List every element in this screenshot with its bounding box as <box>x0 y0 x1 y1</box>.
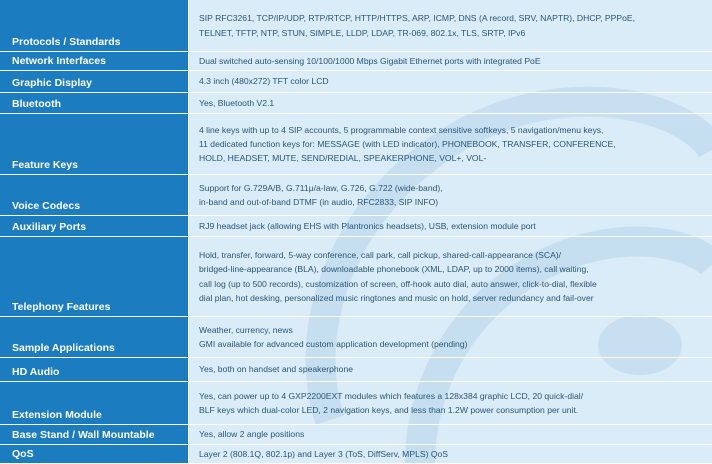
spec-value-line: 11 dedicated function keys for: MESSAGE (with LED indicator), PHONEBOOK, TRANSFER, CONFERENCE, <box>199 138 616 149</box>
spec-label: Sample Applications <box>0 317 188 358</box>
spec-row-auxiliary-ports <box>0 216 712 237</box>
spec-label: QoS <box>0 445 188 464</box>
spec-label: Base Stand / Wall Mountable <box>0 425 188 445</box>
spec-value-line: Yes, Bluetooth V2.1 <box>199 97 275 108</box>
spec-row-network-interfaces <box>0 52 712 71</box>
spec-value-line: Support for G.729A/B, G.711μ/a-law, G.726, G.722 (wide-band), <box>199 182 443 193</box>
spec-value-line: Yes, can power up to 4 GXP2200EXT modules which features a 128x384 graphic LCD, 20 quick-dial/ <box>199 390 584 401</box>
spec-value-line: BLF keys which dual-color LED, 2 navigation keys, and less than 1.2W power consumption per unit. <box>199 405 579 415</box>
spec-value-line: in-band and out-of-band DTMF (in audio, RFC2833, SIP INFO) <box>199 197 439 207</box>
spec-label: Feature Keys <box>0 114 188 175</box>
spec-value <box>188 382 712 425</box>
spec-row-feature-keys <box>0 114 712 175</box>
spec-value <box>188 358 712 382</box>
spec-row-graphic-display <box>0 71 712 93</box>
spec-value-line: Yes, both on handset and speakerphone <box>199 364 354 375</box>
spec-value-line: Yes, allow 2 angle positions <box>199 429 305 440</box>
spec-value-line: Dual switched auto-sensing 10/100/1000 Mbps Gigabit Ethernet ports with integrated PoE <box>199 55 541 66</box>
spec-value <box>188 317 712 358</box>
spec-value <box>188 52 712 71</box>
spec-label: Extension Module <box>0 382 188 425</box>
spec-value-line: 4.3 inch (480x272) TFT color LCD <box>199 76 329 87</box>
spec-label: Bluetooth <box>0 93 188 114</box>
spec-value-line: 4 line keys with up to 4 SIP accounts, 5 programmable context sensitive softkeys, 5 navigation/menu keys, <box>199 124 604 135</box>
spec-value-line: SIP RFC3261, TCP/IP/UDP, RTP/RTCP, HTTP/HTTPS, ARP, ICMP, DNS (A record, SRV, NAPTR), DHCP, PPPoE, <box>199 13 636 24</box>
spec-value-line: bridged-line-appearance (BLA), downloadable phonebook (XML, LDAP, up to 2000 items), call waiting, <box>199 264 589 275</box>
spec-value <box>188 175 712 216</box>
spec-row-extension-module <box>0 382 712 425</box>
spec-row-voice-codecs <box>0 175 712 216</box>
spec-value-line: GMI available for advanced custom application development (pending) <box>199 339 468 349</box>
spec-row-sample-applications <box>0 317 712 358</box>
spec-value-line: dial plan, hot desking, personalized music ringtones and music on hold, server redundancy and fail-over <box>199 292 594 303</box>
spec-value <box>188 216 712 237</box>
spec-label: Auxiliary Ports <box>0 216 188 237</box>
spec-value <box>188 445 712 464</box>
spec-value <box>188 0 712 52</box>
spec-value <box>188 71 712 93</box>
spec-label: Graphic Display <box>0 71 188 93</box>
spec-value-line: Weather, currency, news <box>199 324 293 335</box>
spec-value-line: Layer 2 (808.1Q, 802.1p) and Layer 3 (ToS, DiffServ, MPLS) QoS <box>199 448 449 459</box>
spec-value-line: TELNET, TFTP, NTP, STUN, SIMPLE, LLDP, LDAP, TR-069, 802.1x, TLS, SRTP, IPv6 <box>199 27 526 38</box>
spec-label: Telephony Features <box>0 237 188 317</box>
spec-row-telephony-features <box>0 237 712 317</box>
spec-value-line: RJ9 headset jack (allowing EHS with Plantronics headsets), USB, extension module port <box>199 220 536 231</box>
spec-value-line: HOLD, HEADSET, MUTE, SEND/REDIAL, SPEAKERPHONE, VOL+, VOL- <box>199 153 487 164</box>
spec-row-protocols <box>0 0 712 52</box>
spec-label: Network Interfaces <box>0 52 188 71</box>
spec-row-base-stand <box>0 425 712 445</box>
spec-label: Voice Codecs <box>0 175 188 216</box>
spec-value <box>188 93 712 114</box>
spec-value-line: call log (up to 500 records), customization of screen, off-hook auto dial, auto answer, click-to-dial, flexible <box>199 278 597 289</box>
spec-row-hd-audio <box>0 358 712 382</box>
spec-value <box>188 114 712 175</box>
spec-row-bluetooth <box>0 93 712 114</box>
spec-label: Protocols / Standards <box>0 0 188 52</box>
spec-label: HD Audio <box>0 358 188 382</box>
spec-row-qos <box>0 445 712 464</box>
spec-value <box>188 237 712 317</box>
spec-value-line: Hold, transfer, forward, 5-way conference, call park, call pickup, shared-call-appearance (SCA)/ <box>199 250 562 261</box>
spec-value <box>188 425 712 445</box>
